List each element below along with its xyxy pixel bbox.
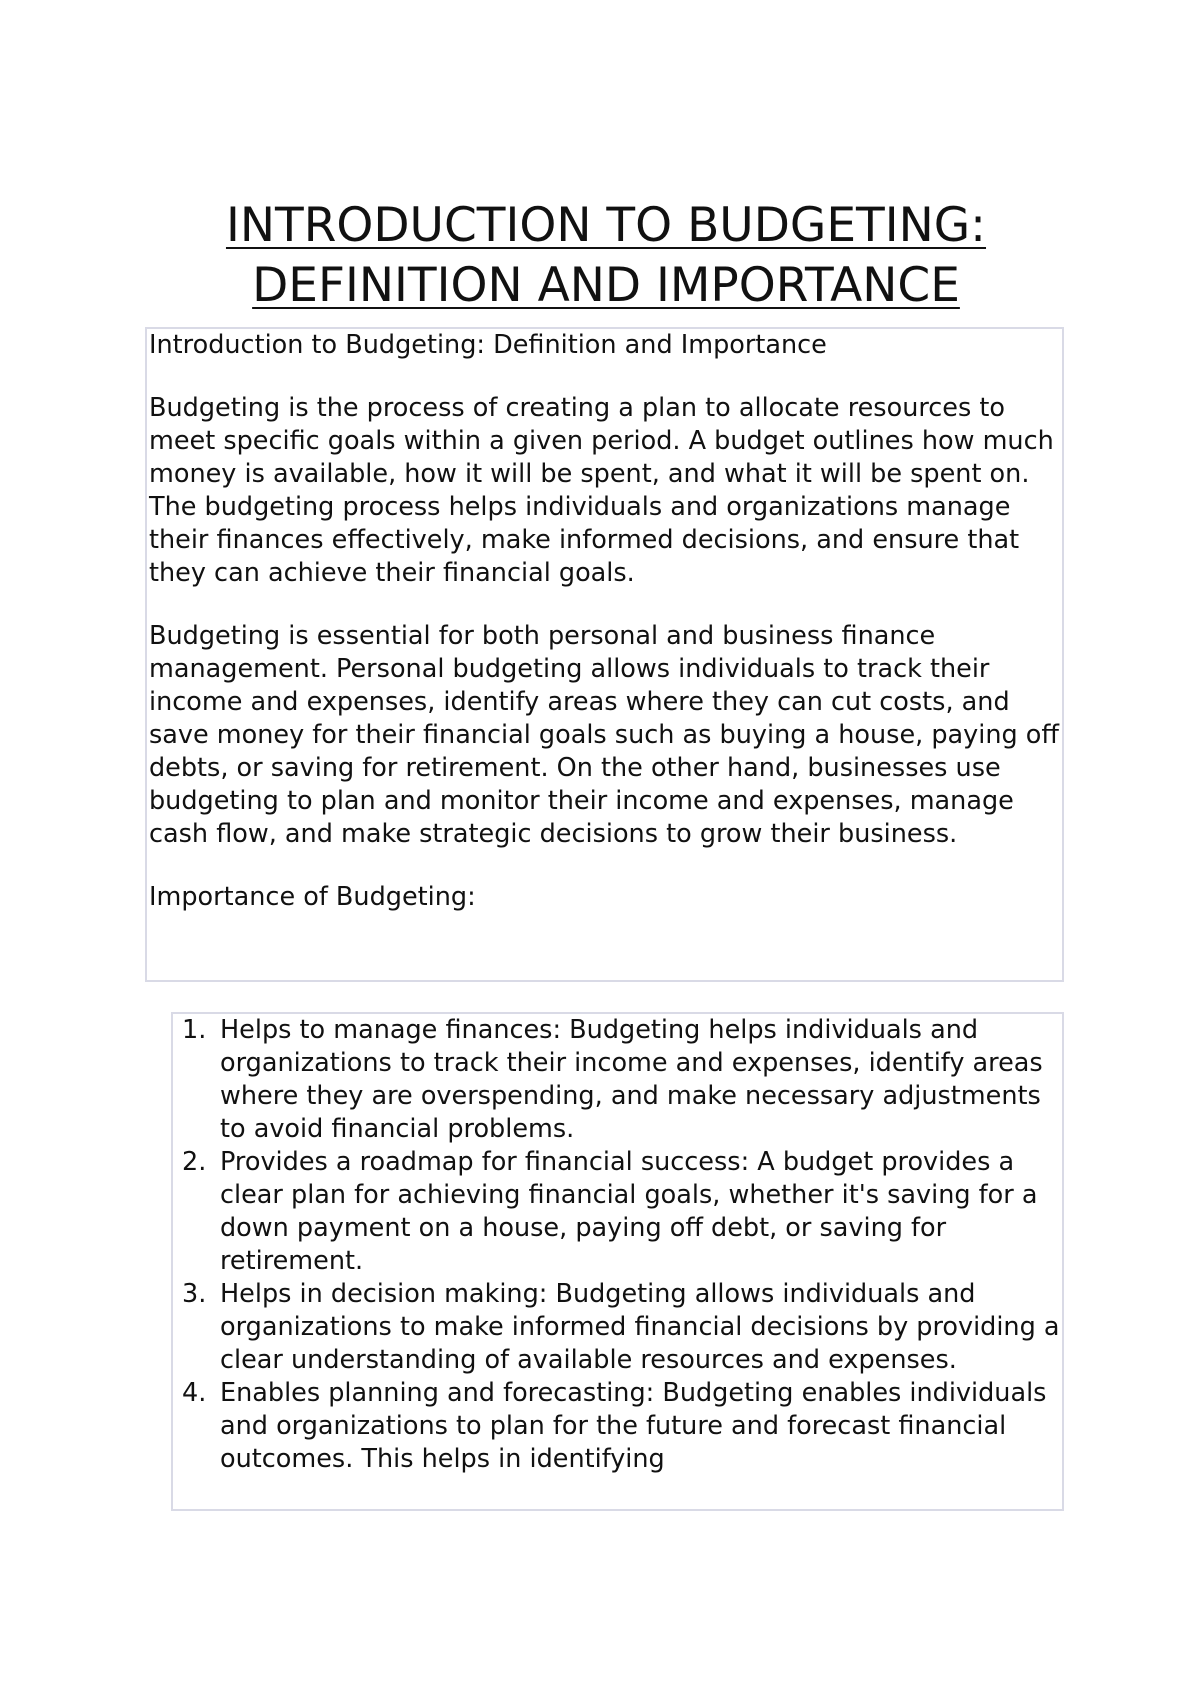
list-item-text: Enables planning and forecasting: Budgeting enables individuals and organizations to plan for the future and forecast financial outcomes. This helps in identifying bbox=[220, 1378, 1047, 1474]
intro-paragraph-2: Budgeting is essential for both personal and business finance management. Personal budgeting allows individuals to track their income and expenses, identify areas where they can cut costs, and save money for their financial goals such as buying a house, paying off debts, or saving for retirement. On the other hand, businesses use budgeting to plan and monitor their income and expenses, manage cash flow, and make strategic decisions to grow their business. bbox=[149, 621, 1059, 849]
list-item-text: Helps in decision making: Budgeting allows individuals and organizations to make informed financial decisions by providing a clear understanding of available resources and expenses. bbox=[220, 1279, 1060, 1375]
list-item-text: Helps to manage finances: Budgeting helps individuals and organizations to track their income and expenses, identify areas where they are overspending, and make necessary adjustments to avoid financial problems. bbox=[220, 1015, 1043, 1144]
list-item bbox=[182, 1377, 1062, 1476]
paragraph-gap bbox=[147, 851, 1062, 881]
importance-list-box bbox=[171, 1012, 1064, 1511]
list-item-number: 1. bbox=[182, 1015, 207, 1045]
document-title bbox=[146, 196, 1066, 316]
list-item-text: Provides a roadmap for financial success: A budget provides a clear plan for achieving financial goals, whether it's saving for a down payment on a house, paying off debt, or saving for retirement. bbox=[220, 1147, 1038, 1276]
importance-list bbox=[173, 1014, 1062, 1476]
title-line-1: INTRODUCTION TO BUDGETING: bbox=[225, 198, 987, 253]
list-item-number: 3. bbox=[182, 1279, 207, 1309]
list-item bbox=[182, 1014, 1062, 1146]
list-item-number: 4. bbox=[182, 1378, 207, 1408]
intro-heading: Introduction to Budgeting: Definition and Importance bbox=[149, 330, 827, 360]
title-line-2: DEFINITION AND IMPORTANCE bbox=[252, 258, 960, 313]
paragraph-gap bbox=[147, 362, 1062, 392]
paragraph-gap bbox=[147, 590, 1062, 620]
list-item bbox=[182, 1146, 1062, 1278]
importance-label: Importance of Budgeting: bbox=[149, 882, 476, 912]
list-item bbox=[182, 1278, 1062, 1377]
list-item-number: 2. bbox=[182, 1147, 207, 1177]
intro-paragraph-1: Budgeting is the process of creating a plan to allocate resources to meet specific goals within a given period. A budget outlines how much money is available, how it will be spent, and what it will be spent on. The budgeting process helps individuals and organizations manage their finances effectively, make informed decisions, and ensure that they can achieve their financial goals. bbox=[149, 393, 1054, 588]
intro-text-box bbox=[145, 327, 1064, 982]
